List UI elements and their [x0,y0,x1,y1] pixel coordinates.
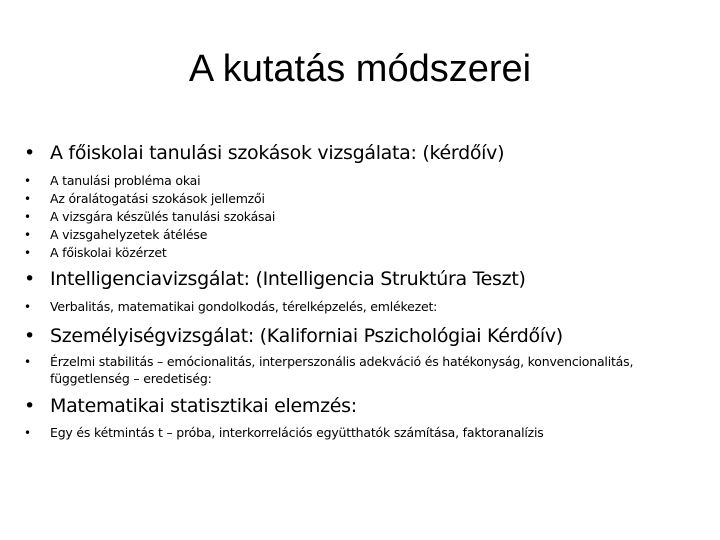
section-questionnaire [24,140,704,262]
list-item [24,172,704,190]
list-item [24,353,704,387]
bullet-icon: • [24,192,31,206]
slide-title: A kutatás módszerei [188,48,532,90]
section-heading [24,323,704,349]
list-item [24,424,704,442]
section-intelligence-test [24,266,704,316]
list-item-text: A vizsgára készülés tanulási szokásai [50,209,276,224]
list-item-text: Az óralátogatási szokások jellemzői [50,191,265,206]
section-heading-text: Matematikai statisztikai elemzés: [50,395,357,417]
bullet-icon: • [24,268,35,290]
bullet-icon: • [24,395,35,417]
bullet-icon: • [24,300,31,314]
bullet-icon: • [24,142,35,164]
list-item-text: A tanulási probléma okai [50,173,201,188]
section-personality-test [24,323,704,387]
list-item [24,226,704,244]
bullet-icon: • [24,355,31,369]
list-item [24,190,704,208]
list-item [24,244,704,262]
section-heading-text: Személyiségvizsgálat: (Kaliforniai Pszichológiai Kérdőív) [50,325,563,347]
slide-content [24,140,704,442]
list-item-text: A főiskolai közérzet [50,245,167,260]
list-item-text: Verbalitás, matematikai gondolkodás, térelképzelés, emlékezet: [50,299,438,314]
bullet-icon: • [24,210,31,224]
list-item [24,208,704,226]
section-heading [24,393,704,419]
bullet-icon: • [24,426,31,440]
bullet-icon: • [24,174,31,188]
list-item [24,298,704,316]
bullet-icon: • [24,246,31,260]
bullet-icon: • [24,325,35,347]
section-heading [24,266,704,292]
section-heading [24,140,704,166]
list-item-text: Érzelmi stabilitás – emócionalitás, interperszonális adekváció és hatékonyság, konvencionalitás, függetlenség – eredetiség: [50,354,634,386]
bullet-icon: • [24,228,31,242]
section-heading-text: A főiskolai tanulási szokások vizsgálata: (kérdőív) [50,142,505,164]
list-item-text: Egy és kétmintás t – próba, interkorrelációs együtthatók számítása, faktoranalízis [50,425,544,440]
section-statistics [24,393,704,442]
list-item-text: A vizsgahelyzetek átélése [50,227,208,242]
section-heading-text: Intelligenciavizsgálat: (Intelligencia Struktúra Teszt) [50,268,526,290]
